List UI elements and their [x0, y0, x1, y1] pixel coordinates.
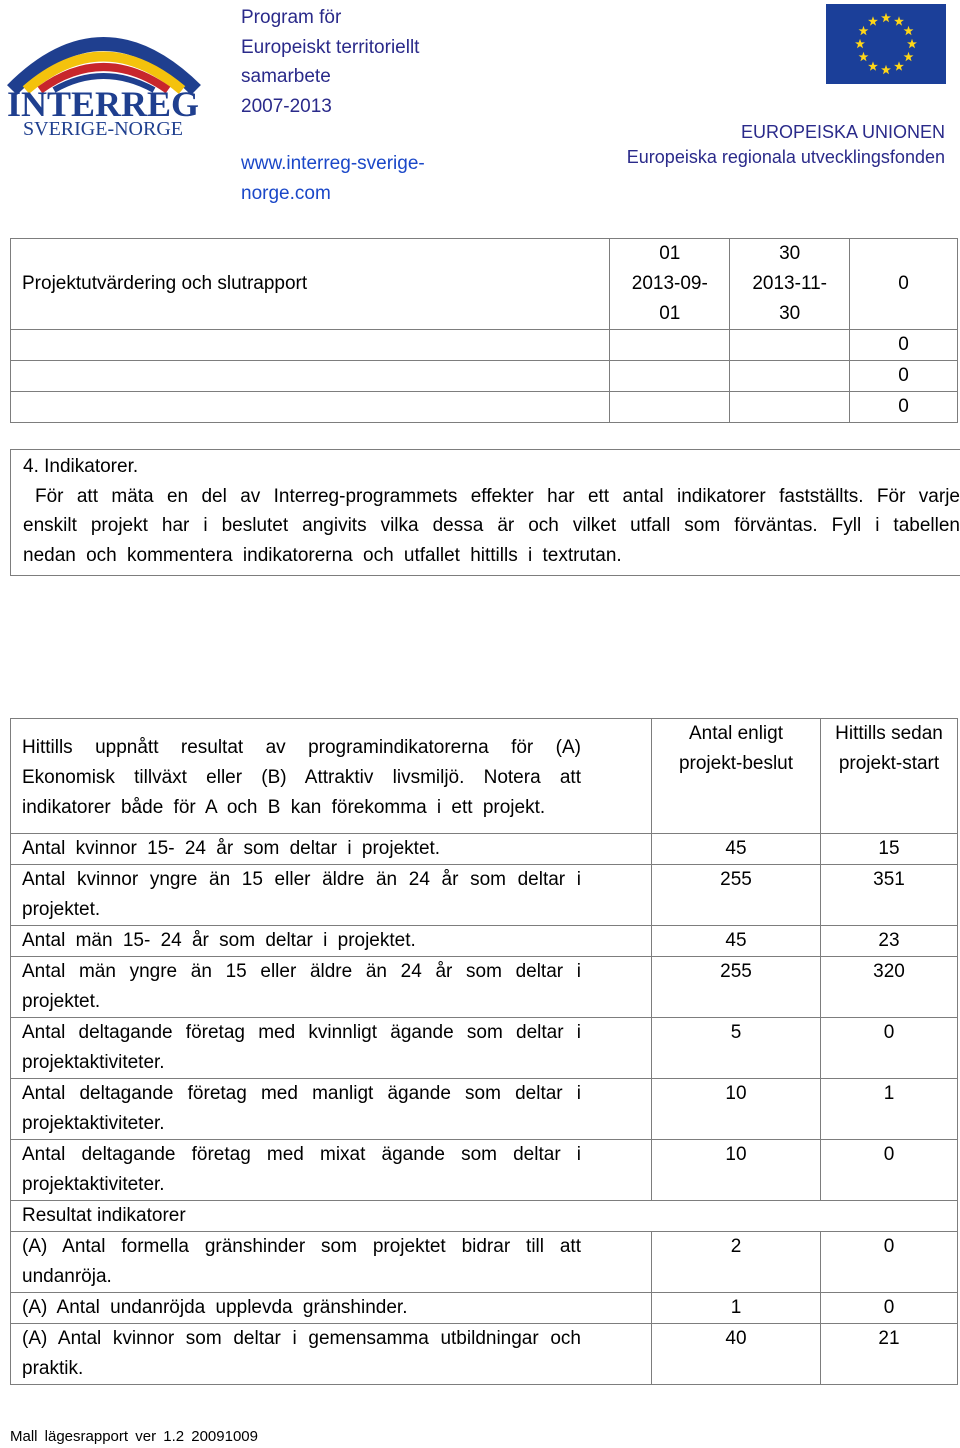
footer-template-version: Mall lägesrapport ver 1.2 20091009 — [10, 1428, 258, 1445]
indicator-label: Antal kvinnor yngre än 15 eller äldre än 24 år som deltar i projektet. — [11, 865, 652, 926]
indicator-label: (A) Antal formella gränshinder som projektet bidrar till att undanröja. — [11, 1232, 652, 1293]
activity-start — [610, 392, 730, 423]
indicator-decision: 2 — [652, 1232, 821, 1293]
indicator-since: 1 — [821, 1079, 958, 1140]
indicator-since: 0 — [821, 1140, 958, 1201]
table-row — [11, 957, 958, 1018]
indicator-decision: 45 — [652, 926, 821, 957]
activity-name — [11, 330, 610, 361]
activity-sum: 0 — [850, 392, 958, 423]
indicator-since: 0 — [821, 1232, 958, 1293]
result-indicators-heading: Resultat indikatorer — [11, 1201, 958, 1232]
indicator-decision: 10 — [652, 1079, 821, 1140]
table-row — [11, 1140, 958, 1201]
table-header-row — [11, 719, 958, 834]
indicator-since: 0 — [821, 1293, 958, 1324]
table-row — [11, 1232, 958, 1293]
indicators-intro-text: För att mäta en del av Interreg-programmets effekter har ett antal indikatorer fastställts. För varje enskilt projekt har i beslutet angivits vilka dessa är och vilket utfall som förväntas. Fyll i tabellen nedan och kommentera indikatorerna och utfallet hittills i textrutan. — [23, 485, 960, 567]
indicator-decision: 255 — [652, 865, 821, 926]
program-line: 2007-2013 — [241, 95, 332, 117]
indicator-decision: 255 — [652, 957, 821, 1018]
activity-table — [10, 238, 958, 423]
table-row — [11, 926, 958, 957]
table-row — [11, 1324, 958, 1385]
indicators-intro-box — [10, 449, 960, 576]
website-line: www.interreg-sverige- — [241, 153, 425, 174]
indicator-since: 351 — [821, 865, 958, 926]
eu-union-label: EUROPEISKA UNIONEN — [740, 122, 945, 142]
activity-name — [11, 392, 610, 423]
table-row — [11, 392, 958, 423]
table-row — [11, 361, 958, 392]
logo-subtitle: SVERIGE-NORGE — [23, 118, 183, 138]
indicator-table — [10, 718, 958, 1385]
interreg-logo — [4, 18, 202, 138]
activity-start — [610, 330, 730, 361]
eu-fund-block — [627, 120, 945, 170]
indicator-decision: 40 — [652, 1324, 821, 1385]
indicator-decision: 1 — [652, 1293, 821, 1324]
table-row — [11, 834, 958, 865]
indicator-label: (A) Antal undanröjda upplevda gränshinder. — [11, 1293, 652, 1324]
program-line: Europeiskt territoriellt — [241, 36, 420, 58]
indicator-since: 0 — [821, 1018, 958, 1079]
table-row — [11, 1293, 958, 1324]
indicator-label: Antal män 15- 24 år som deltar i projektet. — [11, 926, 652, 957]
activity-end — [730, 330, 850, 361]
table-row — [11, 330, 958, 361]
program-title — [241, 3, 541, 121]
indicator-label: Antal kvinnor 15- 24 år som deltar i projektet. — [11, 834, 652, 865]
col-header-decision: Antal enligt projekt-beslut — [652, 719, 821, 834]
table-row — [11, 239, 958, 330]
indicator-label: Antal deltagande företag med manligt ägande som deltar i projektaktiviteter. — [11, 1079, 652, 1140]
program-line: Program för — [241, 7, 342, 28]
indicator-since: 15 — [821, 834, 958, 865]
indicator-label: Antal deltagande företag med kvinnligt ägande som deltar i projektaktiviteter. — [11, 1018, 652, 1079]
activity-end: 30 2013-11- 30 — [730, 239, 850, 330]
table-row — [11, 865, 958, 926]
indicator-label: Antal män yngre än 15 eller äldre än 24 år som deltar i projektet. — [11, 957, 652, 1018]
activity-start — [610, 361, 730, 392]
activity-end — [730, 361, 850, 392]
interreg-arc-logo-icon — [4, 18, 202, 138]
table-row — [11, 1201, 958, 1232]
activity-end — [730, 392, 850, 423]
indicator-since: 320 — [821, 957, 958, 1018]
indicator-label: Antal deltagande företag med mixat ägande som deltar i projektaktiviteter. — [11, 1140, 652, 1201]
table-row — [11, 1079, 958, 1140]
indicator-since: 23 — [821, 926, 958, 957]
activity-sum: 0 — [850, 361, 958, 392]
eu-fund-label: Europeiska regionala utvecklingsfonden — [626, 147, 945, 167]
activity-name — [11, 361, 610, 392]
table-row — [11, 1018, 958, 1079]
indicator-label: (A) Antal kvinnor som deltar i gemensamma utbildningar och praktik. — [11, 1324, 652, 1385]
indicator-header-text: Hittills uppnått resultat av programindikatorerna för (A) Ekonomisk tillväxt eller (B) Attraktiv livsmiljö. Notera att indikatorer både för A och B kan förekomma i ett projekt. — [11, 719, 652, 834]
indicator-decision: 5 — [652, 1018, 821, 1079]
eu-flag-icon — [826, 4, 946, 84]
col-header-since-start: Hittills sedan projekt-start — [821, 719, 958, 834]
indicator-decision: 10 — [652, 1140, 821, 1201]
indicator-decision: 45 — [652, 834, 821, 865]
activity-sum: 0 — [850, 330, 958, 361]
activity-name: Projektutvärdering och slutrapport — [11, 239, 610, 330]
activity-start: 01 2013-09- 01 — [610, 239, 730, 330]
activity-sum: 0 — [850, 239, 958, 330]
indicator-since: 21 — [821, 1324, 958, 1385]
section-heading: 4. Indikatorer. — [23, 456, 139, 477]
logo-wordmark: INTERREG — [6, 84, 200, 124]
program-line: samarbete — [241, 66, 331, 87]
website-line: norge.com — [241, 182, 331, 204]
website-link[interactable] — [241, 149, 481, 208]
